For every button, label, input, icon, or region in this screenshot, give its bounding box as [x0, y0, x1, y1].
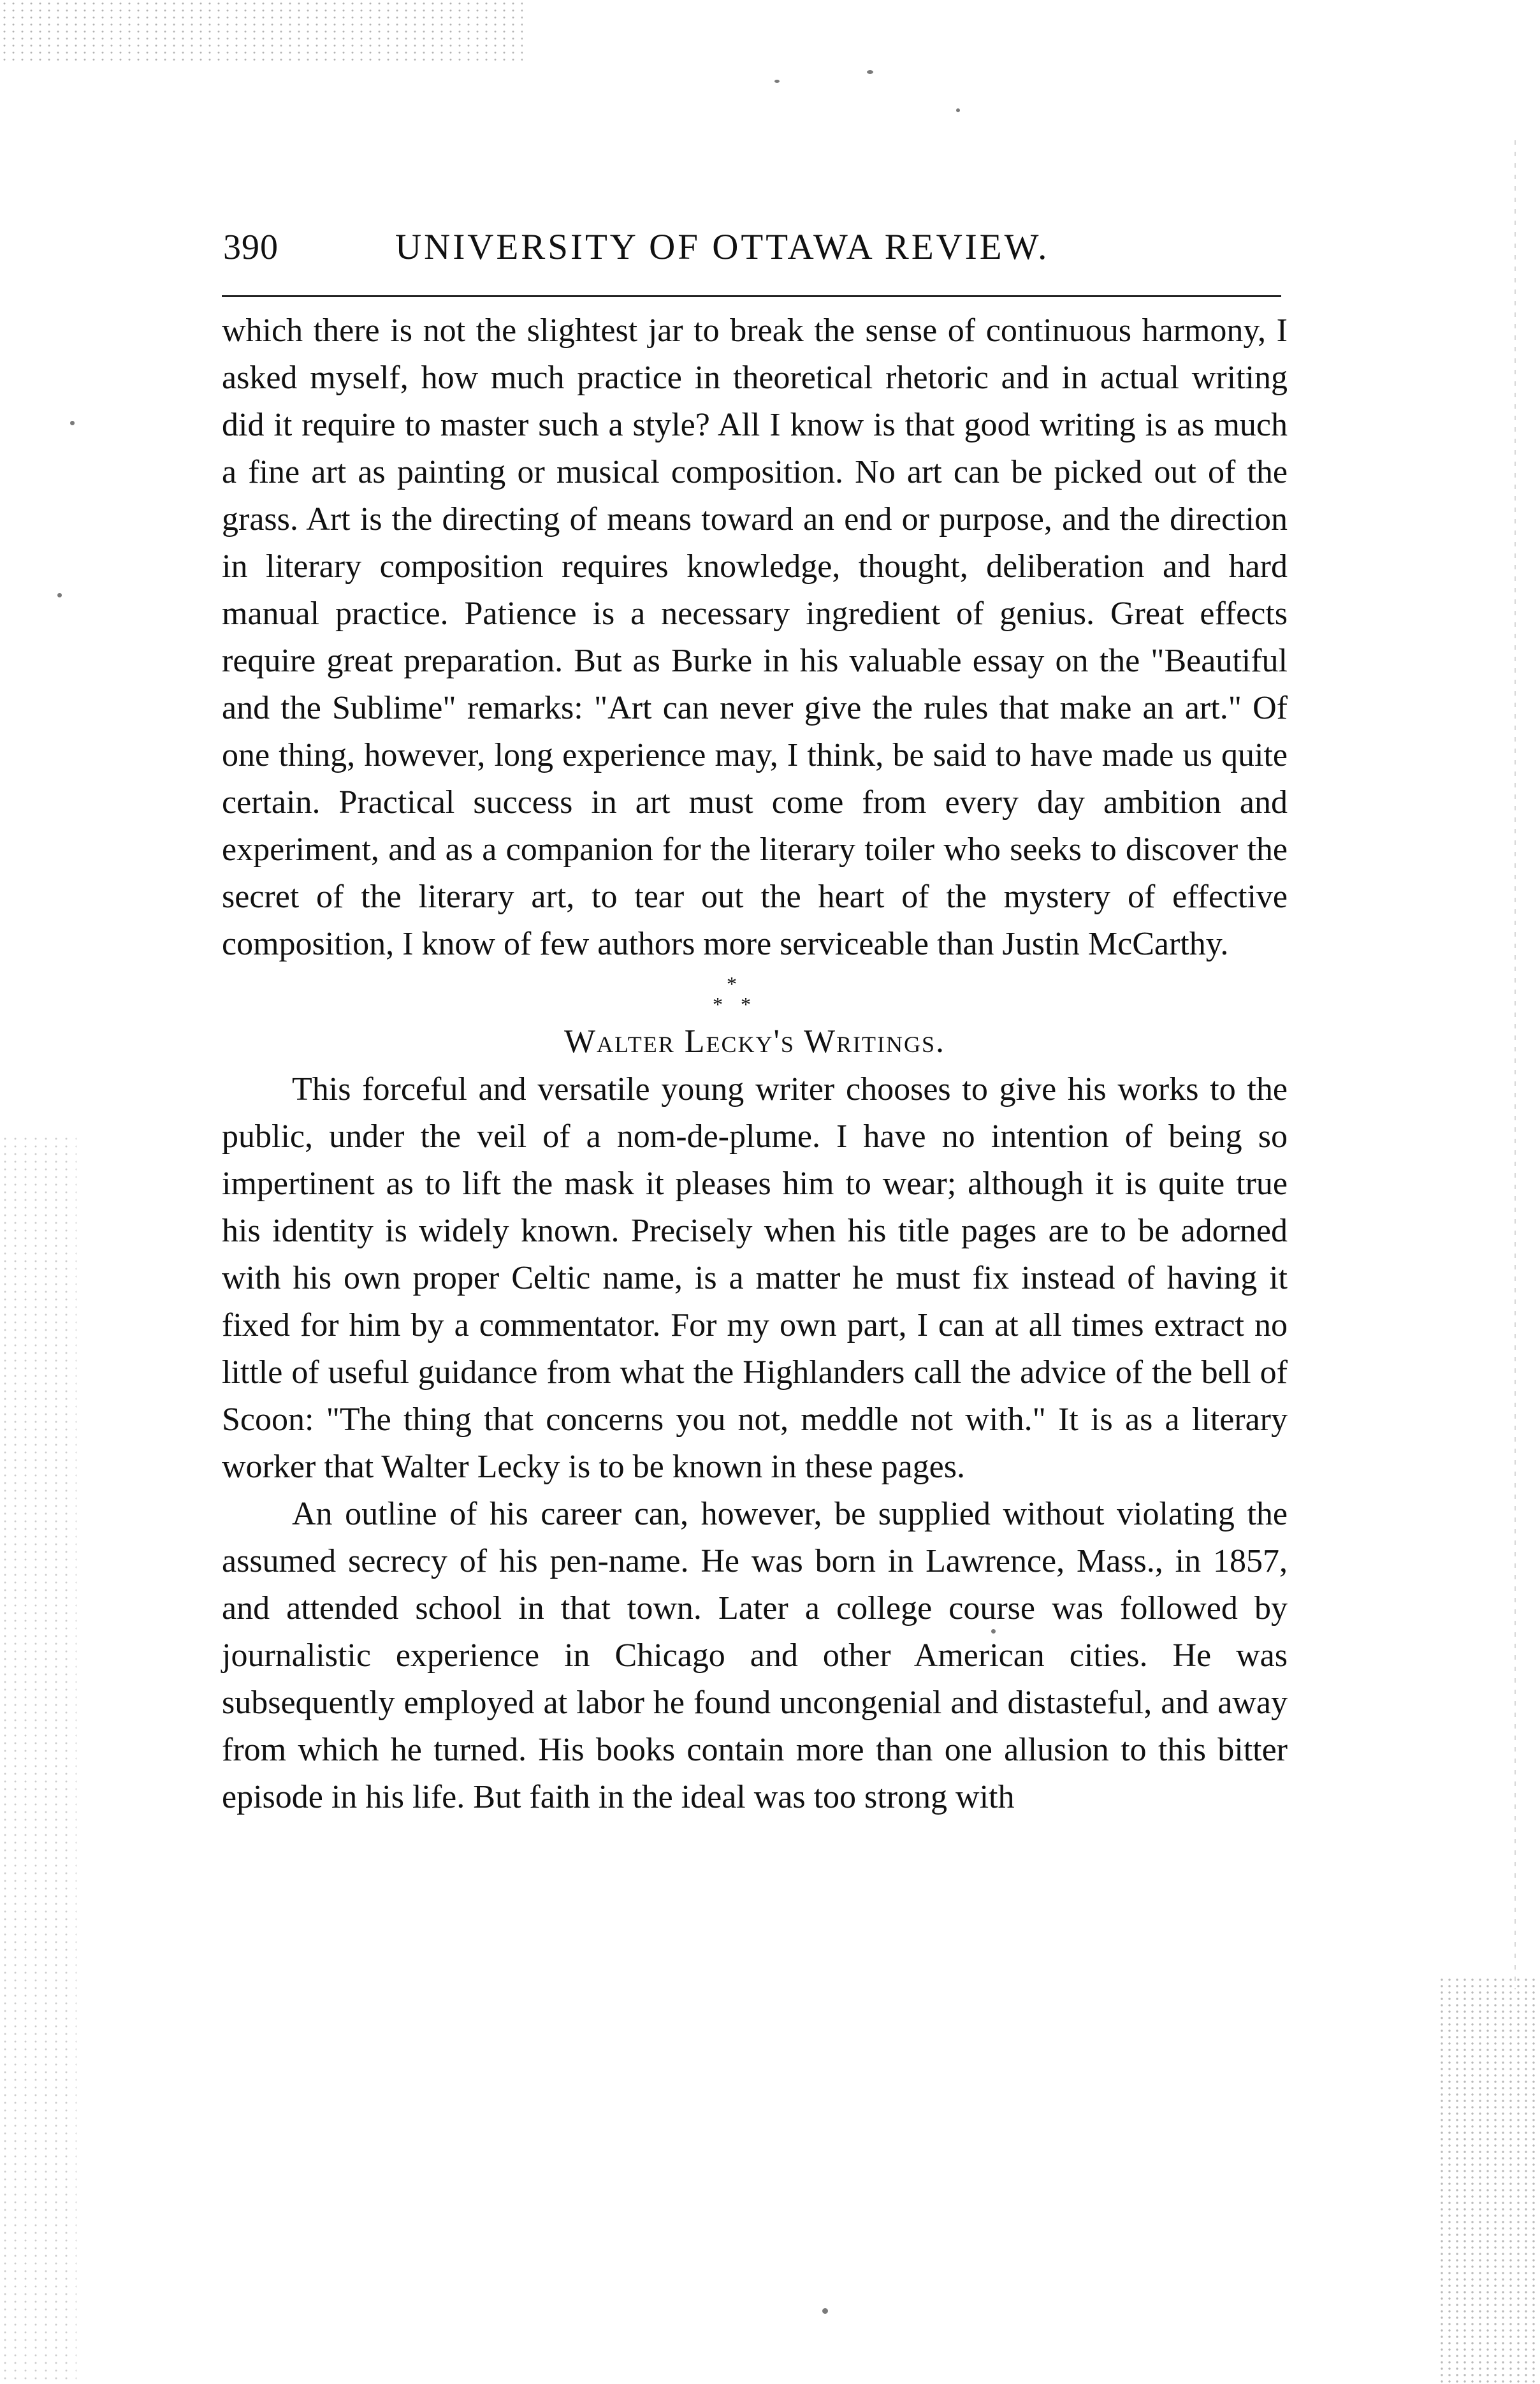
- asterism: [222, 970, 1288, 1018]
- scan-speck: [57, 593, 62, 597]
- svg-text:*: *: [727, 976, 737, 995]
- paragraph: This forceful and versatile young writer chooses to give his works to the public, under the veil of a nom-de-plume. I have no intention of being so impertinent as to lift the mask it pleases him to wear; although it is quite true his identity is widely known. Precisely when his title pages are to be adorned with his own proper Celtic name, is a matter he must fix instead of having it fixed for him by a commentator. For my own part, I can at all times extract no little of useful guidance from what the Highlanders call the advice of the bell of Scoon: "The thing that concerns you not, meddle not with." It is as a literary worker that Walter Lecky is to be known in these pages.: [222, 1071, 1288, 1485]
- running-header: [223, 222, 1281, 273]
- scan-speck: [956, 108, 960, 112]
- section-heading: Walter Lecky's Writings.: [563, 1023, 946, 1060]
- body-text: [222, 307, 1288, 1821]
- svg-text:*: *: [741, 993, 751, 1016]
- scan-speck: [774, 80, 780, 83]
- scan-edge-right: [1515, 140, 1516, 1989]
- scan-noise-bottom-right: [1438, 1977, 1540, 2384]
- svg-text:*: *: [713, 993, 723, 1016]
- scan-speck: [822, 2308, 828, 2314]
- scan-speck: [70, 421, 75, 425]
- scan-speck: [867, 70, 873, 74]
- header-rule: [222, 295, 1281, 297]
- asterism-icon: [706, 976, 757, 1016]
- paragraph-continued: which there is not the slightest jar to break the sense of continuous harmony, I asked myself, how much practice in theoretical rhetoric and in actual writing did it require to master such a style? All I know is that good writing is as much a fine art as painting or musical composition. No art can be picked out of the grass. Art is the directing of means toward an end or purpose, and the direction in literary composition requires knowledge, thought, deliberation and hard manual practice. Patience is a necessary ingredient of genius. Great effects require great preparation. But as Burke in his valuable essay on the "Beautiful and the Sublime" remarks: "Art can never give the rules that make an art." Of one thing, however, long experience may, I think, be said to have made us quite certain. Practical success in art must come from every day ambition and experiment, and as a companion for the literary toiler who seeks to discover the secret of the literary art, to tear out the heart of the mystery of effective composition, I know of few authors more serviceable than Justin McCarthy.: [222, 312, 1288, 962]
- scan-noise-left-margin: [0, 1135, 76, 2384]
- scan-noise-top: [0, 0, 523, 61]
- page-number: 390: [223, 228, 279, 267]
- running-title: UNIVERSITY OF OTTAWA REVIEW.: [395, 227, 1050, 267]
- paragraph: An outline of his career can, however, be supplied without violating the assumed secrecy of his pen-name. He was born in Lawrence, Mass., in 1857, and attended school in that town. Later a college course was followed by journalistic experience in Chicago and other American cities. He was subsequently employed at labor he found uncongenial and distasteful, and away from which he turned. His books contain more than one allusion to this bitter episode in his life. But faith in the ideal was too strong with: [222, 1496, 1288, 1815]
